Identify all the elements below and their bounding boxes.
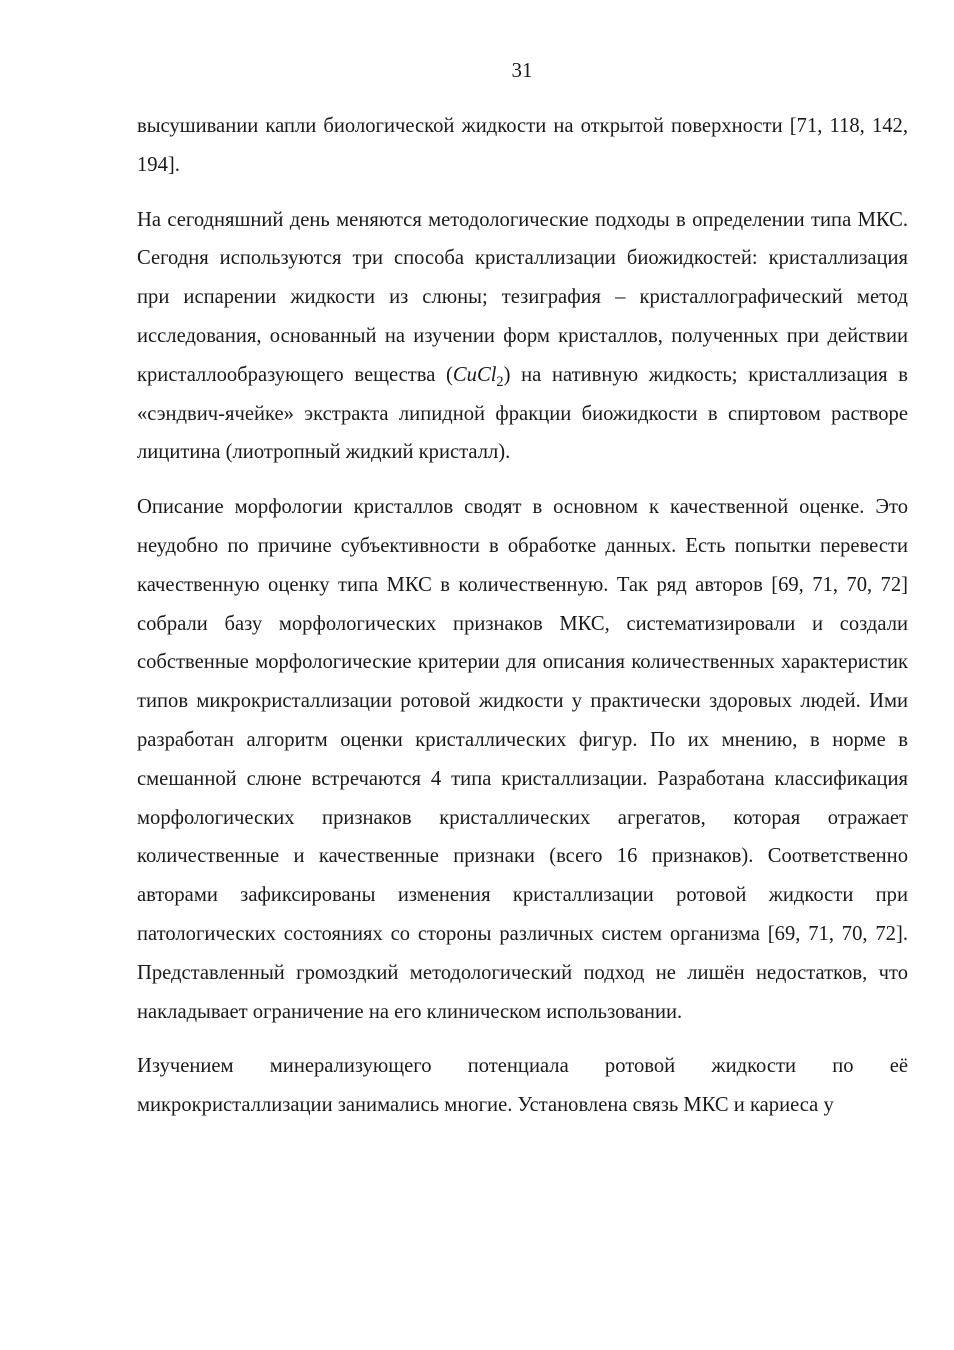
page-number: 31	[511, 58, 533, 82]
paragraph-crystallization-methods	[137, 201, 908, 473]
paragraph-mineralizing-potential: Изучением минерализующего потенциала ротовой жидкости по её микрокристаллизации занимались многие. Установлена связь МКС и кариеса у	[137, 1055, 908, 1117]
formula-base: CuCl	[452, 363, 497, 386]
paragraph-text-before-formula: На сегодняшний день меняются методологические подходы в определении типа МКС. Сегодня используются три способа кристаллизации биожидкостей: кристаллизация при испарении жидкости из слюны; тезиграфия – кристаллографический метод исследования, основанный на изучении форм кристаллов, полученных при действии кристаллообразующего вещества (	[137, 208, 908, 386]
paragraph-continuation: высушивании капли биологической жидкости на открытой поверхности [71, 118, 142, 194].	[137, 115, 908, 176]
paragraph-morphology-description: Описание морфологии кристаллов сводят в основном к качественной оценке. Это неудобно по причине субъективности в обработке данных. Есть попытки перевести качественную оценку типа МКС в количественную. Так ряд авторов [69, 71, 70, 72] собрали базу морфологических признаков МКС, систематизировали и создали собственные морфологические критерии для описания количественных характеристик типов микрокристаллизации ротовой жидкости у практически здоровых людей. Ими разработан алгоритм оценки кристаллических фигур. По их мнению, в норме в смешанной слюне встречаются 4 типа кристаллизации. Разработана классификация морфологических признаков кристаллических агрегатов, которая отражает количественные и качественные признаки (всего 16 признаков). Соответственно авторами зафиксированы изменения кристаллизации ротовой жидкости при патологических состояниях со стороны различных систем организма [69, 71, 70, 72]. Представленный громоздкий методологический подход не лишён недостатков, что накладывает ограничение на его клиническом использовании.	[137, 496, 908, 1023]
paragraph-text-after-formula: ) на нативную жидкость; кристаллизация в «сэндвич-ячейке» экстракта липидной фракции биожидкости в спиртовом растворе лицитина (лиотропный жидкий кристалл).	[137, 363, 908, 464]
formula-subscript: 2	[496, 373, 504, 390]
chemical-formula	[452, 363, 504, 390]
document-body	[137, 107, 908, 1125]
